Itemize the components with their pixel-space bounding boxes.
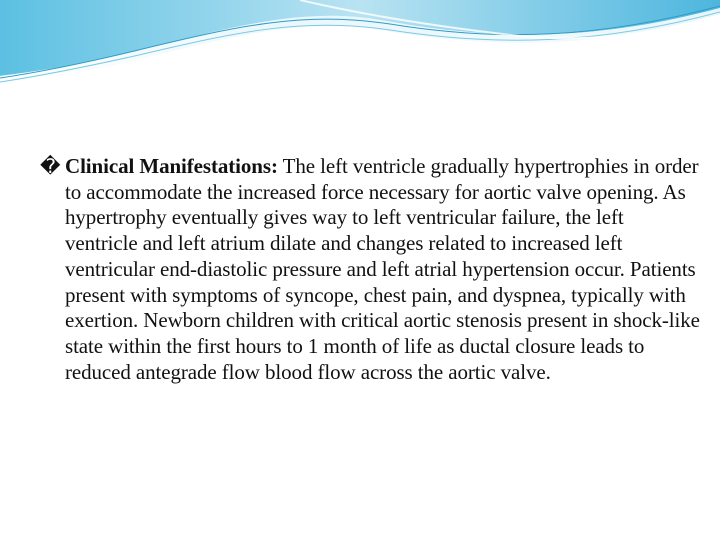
bullet-paragraph <box>40 154 700 385</box>
wave-header-decoration <box>0 0 720 90</box>
paragraph-body: The left ventricle gradually hypertrophies in order to accommodate the increased force necessary for aortic valve opening. As hypertrophy eventually gives way to left ventricular failure, the left ventricle and left atrium dilate and changes related to increased left ventricular end-diastolic pressure and left atrial hypertension occur. Patients present with symptoms of syncope, chest pain, and dyspnea, typically with exertion. Newborn children with critical aortic stenosis present in shock-like state within the first hours to 1 month of life as ductal closure leads to reduced antegrade flow blood flow across the aortic valve. <box>65 154 700 384</box>
paragraph-heading: Clinical Manifestations: <box>65 154 278 178</box>
slide-body-text <box>40 154 700 385</box>
bullet-icon: � <box>40 154 61 178</box>
